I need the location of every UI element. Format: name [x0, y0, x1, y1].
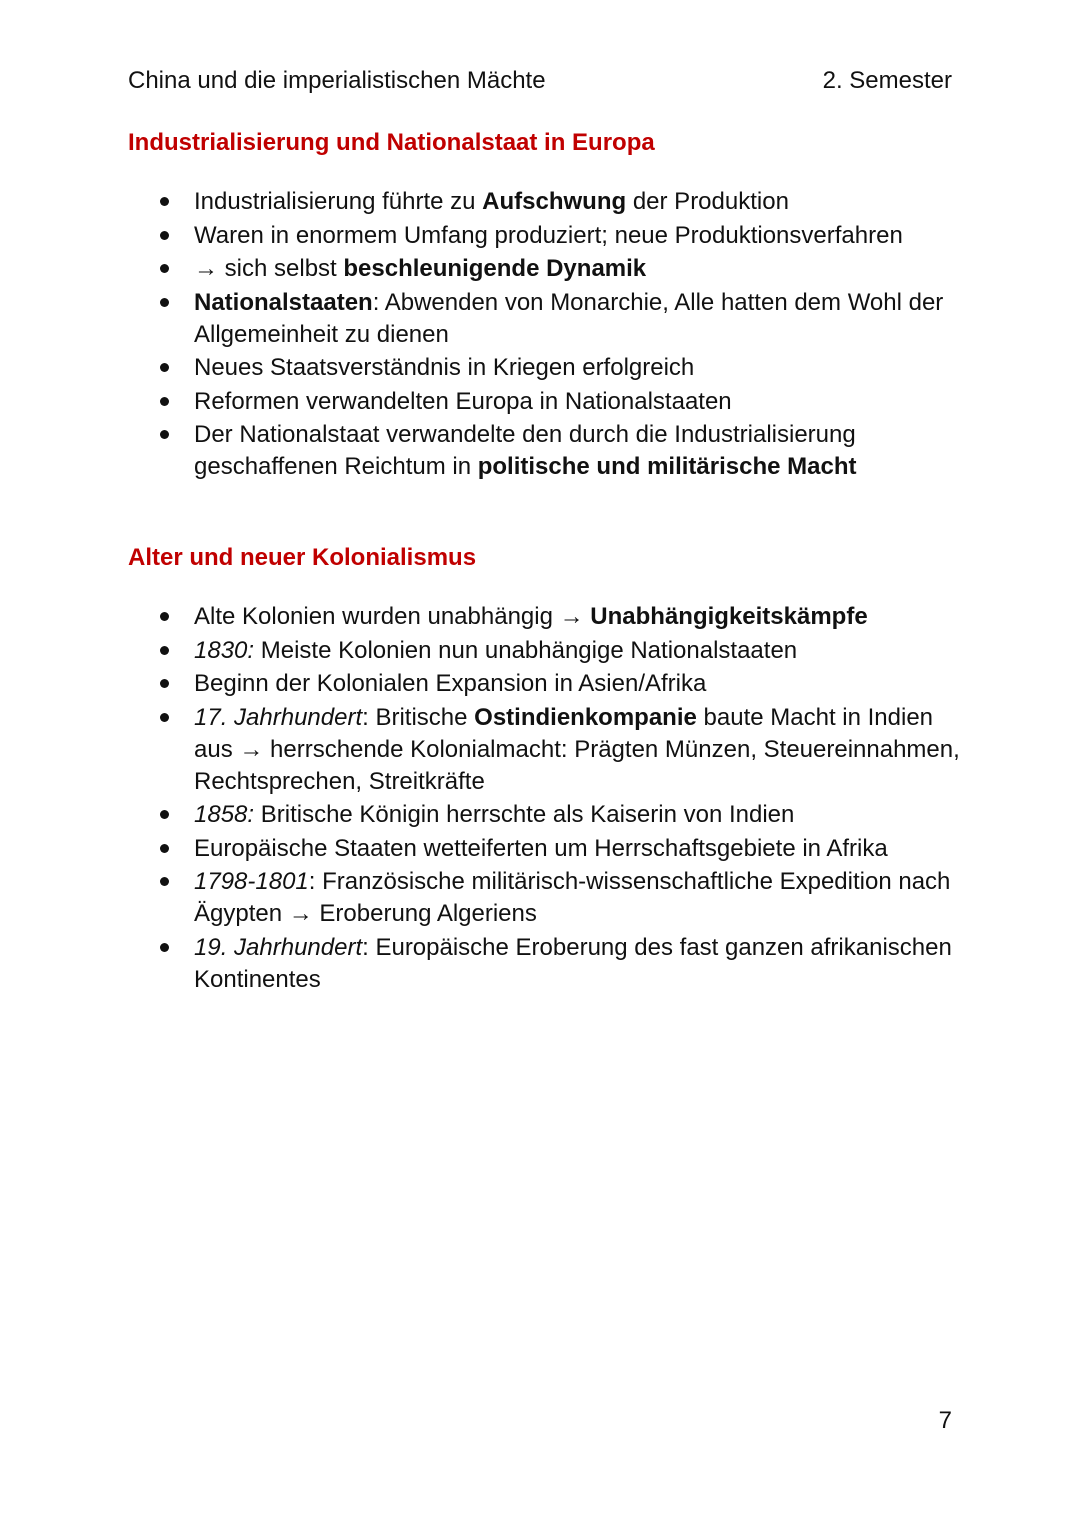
- document-title: China und die imperialistischen Mächte: [128, 67, 546, 94]
- text-run: Beginn der Kolonialen Expansion in Asien/Afrika: [194, 670, 707, 697]
- bullet-icon: [160, 397, 169, 406]
- list-item-text: [194, 222, 903, 249]
- section-heading: Industrialisierung und Nationalstaat in Europa: [128, 129, 655, 156]
- section-heading: Alter und neuer Kolonialismus: [128, 544, 477, 571]
- list-item: [128, 386, 968, 418]
- italic-text: 1830:: [194, 636, 255, 664]
- list-item-text: [194, 637, 797, 664]
- list-item-text: [194, 255, 646, 282]
- list-item: [128, 833, 968, 865]
- list-item-text: [194, 289, 943, 348]
- list-item: [128, 799, 968, 831]
- bold-text: beschleunigende Dynamik: [343, 255, 647, 282]
- bold-text: Nationalstaaten: [194, 288, 373, 316]
- bullet-icon: [160, 430, 169, 439]
- italic-text: 1858:: [194, 801, 255, 828]
- bullet-icon: [160, 264, 169, 273]
- bullet-icon: [160, 943, 169, 952]
- list-item: [128, 220, 968, 252]
- list-item: [128, 668, 968, 700]
- text-run: der Produktion: [626, 188, 789, 215]
- list-item: [128, 186, 968, 218]
- text-run: : Abwenden von Monarchie, Alle hatten dem Wohl der Allgemeinheit zu dienen: [194, 288, 944, 348]
- italic-text: 1798-1801: [194, 868, 309, 895]
- list-item: [128, 932, 968, 996]
- bullet-icon: [160, 197, 169, 206]
- bullet-icon: [160, 231, 169, 240]
- list-item-text: [194, 704, 960, 795]
- italic-text: 17. Jahrhundert: [194, 703, 363, 731]
- text-run: Industrialisierung führte zu: [194, 188, 483, 215]
- list-item: [128, 601, 968, 633]
- italic-text: 19. Jahrhundert: [194, 933, 363, 961]
- bullet-icon: [160, 646, 169, 655]
- text-run: : Britische: [362, 703, 475, 731]
- text-run: → sich selbst: [194, 255, 344, 282]
- bold-text: politische und militärische Macht: [477, 453, 857, 480]
- bullet-icon: [160, 363, 169, 372]
- text-run: Europäische Staaten wetteiferten um Herrschaftsgebiete in Afrika: [194, 834, 888, 862]
- list-item-text: [194, 670, 706, 697]
- text-run: : Französische militärisch-wissenschaftliche Expedition nach Ägypten → Eroberung Algeriens: [194, 868, 951, 927]
- list-item-text: [194, 388, 732, 415]
- list-item-text: [194, 188, 789, 215]
- bold-text: Ostindienkompanie: [474, 703, 697, 731]
- bullet-list: [128, 186, 968, 483]
- text-run: Der Nationalstaat verwandelte den durch die Industrialisierung geschaffenen Reichtum in: [194, 421, 856, 480]
- section-industrialisierung: [128, 126, 968, 485]
- bullet-icon: [160, 298, 169, 307]
- list-item: [128, 635, 968, 667]
- bullet-icon: [160, 713, 169, 722]
- list-item: [128, 253, 968, 285]
- text-run: Meiste Kolonien nun unabhängige Nationalstaaten: [254, 636, 798, 664]
- list-item-text: [194, 868, 950, 927]
- bullet-icon: [160, 810, 169, 819]
- bullet-icon: [160, 679, 169, 688]
- semester-label: 2. Semester: [822, 67, 952, 94]
- list-item-text: [194, 421, 856, 480]
- bullet-list: [128, 601, 968, 996]
- list-item-text: [194, 603, 868, 630]
- bullet-icon: [160, 844, 169, 853]
- page-header: [128, 64, 952, 98]
- text-run: Alte Kolonien wurden unabhängig →: [194, 603, 591, 630]
- bold-text: Aufschwung: [482, 188, 627, 215]
- list-item-text: [194, 934, 952, 993]
- text-run: Reformen verwandelten Europa in Nationalstaaten: [194, 387, 732, 415]
- text-run: Britische Königin herrschte als Kaiserin von Indien: [254, 801, 795, 828]
- bullet-icon: [160, 612, 169, 621]
- list-item-text: [194, 354, 694, 381]
- text-run: baute Macht in Indien aus → herrschende Kolonialmacht: Prägten Münzen, Steuereinnahmen, Rechtsprechen, Streitkräfte: [194, 703, 960, 795]
- bold-text: Unabhängigkeitskämpfe: [590, 603, 868, 630]
- list-item-text: [194, 801, 794, 828]
- list-item: [128, 352, 968, 384]
- list-item: [128, 287, 968, 351]
- text-run: Waren in enormem Umfang produziert; neue Produktionsverfahren: [194, 221, 903, 249]
- text-run: : Europäische Eroberung des fast ganzen afrikanischen Kontinentes: [194, 933, 952, 993]
- list-item: [128, 419, 968, 483]
- text-run: Neues Staatsverständnis in Kriegen erfolgreich: [194, 354, 695, 381]
- list-item: [128, 702, 968, 798]
- page-number: 7: [938, 1407, 952, 1434]
- list-item: [128, 866, 968, 930]
- list-item-text: [194, 835, 888, 862]
- bullet-icon: [160, 877, 169, 886]
- section-kolonialismus: [128, 541, 968, 997]
